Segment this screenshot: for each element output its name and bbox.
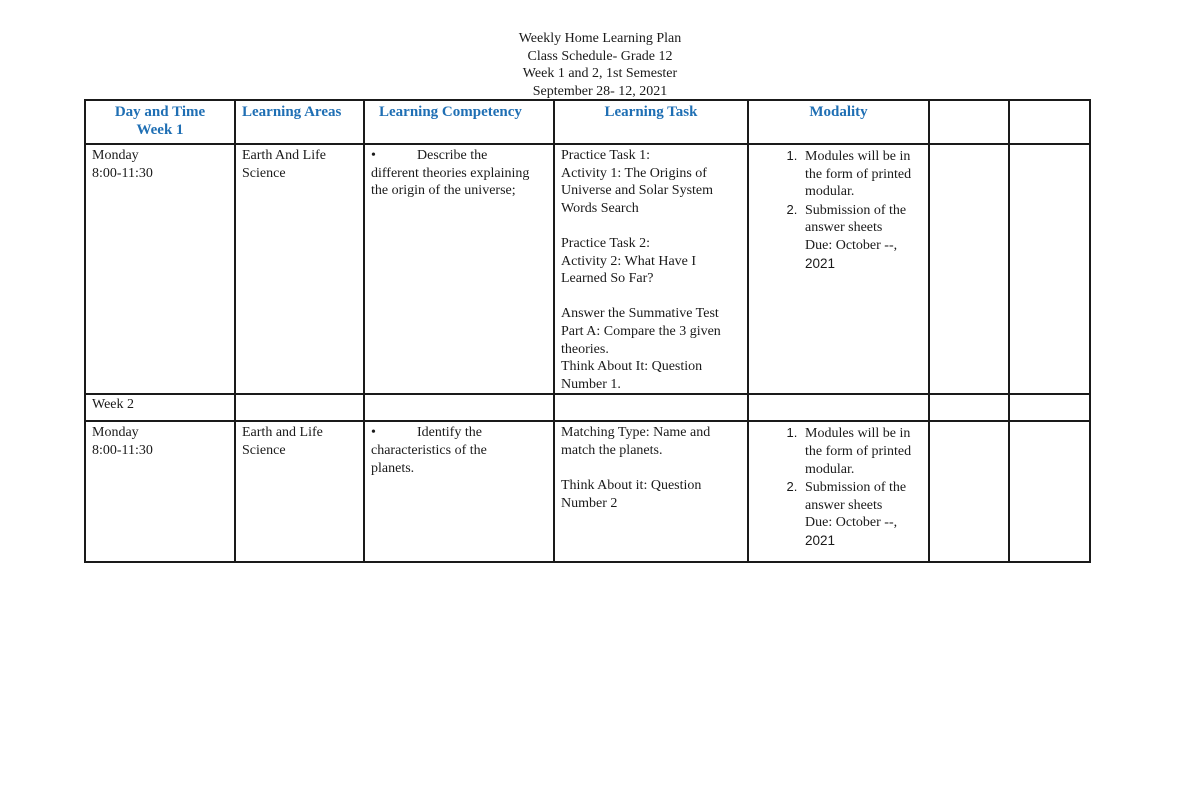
cell-extra-2 xyxy=(1009,421,1090,562)
task-line: Matching Type: Name and xyxy=(561,425,711,441)
modality-list xyxy=(755,147,922,237)
cell-learning-area xyxy=(235,421,364,562)
cell-extra-2 xyxy=(1009,144,1090,394)
col-day-time-line2: Week 1 xyxy=(136,122,184,138)
cell-week2-label: Week 2 xyxy=(85,394,235,421)
task-line: Part A: Compare the 3 given xyxy=(561,323,721,339)
cell-extra-1 xyxy=(929,144,1009,394)
week-semester: Week 1 and 2, 1st Semester xyxy=(522,66,678,81)
cell-learning-task xyxy=(554,421,748,562)
competency-line-1: Identify the xyxy=(417,425,482,441)
due-year: 2021 xyxy=(805,532,836,548)
col-learning-areas: Learning Areas xyxy=(235,100,364,144)
day-label: Monday xyxy=(92,425,139,441)
header-row xyxy=(85,100,1090,144)
bullet-icon: • xyxy=(371,148,376,163)
area-line-1: Earth and Life xyxy=(242,425,323,441)
competency-line-2: characteristics of the xyxy=(371,442,487,458)
task-line: Words Search xyxy=(561,200,639,216)
cell-empty xyxy=(929,394,1009,421)
cell-learning-competency xyxy=(364,144,554,394)
cell-modality xyxy=(748,421,929,562)
task-lines xyxy=(561,147,741,393)
competency-line-3: planets. xyxy=(371,460,415,476)
due-year: 2021 xyxy=(805,255,836,271)
cell-learning-area xyxy=(235,144,364,394)
modality-item-2: 2. Submission of the answer sheets xyxy=(801,201,922,237)
competency-line-2: different theories explaining xyxy=(371,165,530,181)
cell-empty xyxy=(364,394,554,421)
task-line: Practice Task 1: xyxy=(561,148,650,163)
cell-empty xyxy=(235,394,364,421)
cell-empty xyxy=(554,394,748,421)
cell-modality xyxy=(748,144,929,394)
table-row-week2-label xyxy=(85,394,1090,421)
task-blank-line xyxy=(561,288,741,306)
due-label: Due: October --, xyxy=(805,515,898,531)
area-line-2: Science xyxy=(242,165,286,181)
modality-item-1: 1. Modules will be in the form of printed modular. xyxy=(801,147,922,201)
task-line: Think About it: Question xyxy=(561,478,702,494)
day-label: Monday xyxy=(92,148,139,163)
task-line: Practice Task 2: xyxy=(561,235,650,251)
col-modality: Modality xyxy=(748,100,929,144)
cell-day-time xyxy=(85,421,235,562)
cell-day-time xyxy=(85,144,235,394)
table-row-week2-monday xyxy=(85,421,1090,562)
table-row-week1-monday xyxy=(85,144,1090,394)
competency-line-1: Describe the xyxy=(417,148,488,163)
task-lines xyxy=(561,424,741,512)
task-line: Learned So Far? xyxy=(561,271,654,287)
bullet-icon: • xyxy=(371,425,376,441)
learning-plan-table xyxy=(84,99,1091,563)
doc-title: Weekly Home Learning Plan xyxy=(518,31,682,46)
competency-first-line xyxy=(371,424,547,442)
due-line xyxy=(801,514,922,532)
task-line: theories. xyxy=(561,341,609,357)
cell-learning-task xyxy=(554,144,748,394)
competency-first-line xyxy=(371,147,547,165)
competency-line-3: the origin of the universe; xyxy=(371,183,516,199)
class-schedule: Class Schedule- Grade 12 xyxy=(527,48,673,64)
area-line-1: Earth And Life xyxy=(242,148,326,163)
date-range: September 28- 12, 2021 xyxy=(532,83,668,99)
col-extra-2 xyxy=(1009,100,1090,144)
task-blank-line xyxy=(561,217,741,235)
task-line: Number 2 xyxy=(561,495,618,511)
task-line: Universe and Solar System xyxy=(561,183,714,199)
modality-list xyxy=(755,424,922,514)
modality-item-2: 2. Submission of the answer sheets xyxy=(801,478,922,514)
cell-empty xyxy=(748,394,929,421)
task-line: Number 1. xyxy=(561,376,621,392)
due-label: Due: October --, xyxy=(805,237,898,253)
task-line: match the planets. xyxy=(561,442,663,458)
modality-item-1: 1. Modules will be in the form of printed modular. xyxy=(801,424,922,478)
col-day-time xyxy=(85,100,235,144)
cell-extra-1 xyxy=(929,421,1009,562)
time-label: 8:00-11:30 xyxy=(92,165,153,181)
time-label: 8:00-11:30 xyxy=(92,442,153,458)
area-line-2: Science xyxy=(242,442,286,458)
col-learning-task: Learning Task xyxy=(554,100,748,144)
task-line: Activity 1: The Origins of xyxy=(561,165,707,181)
cell-learning-competency xyxy=(364,421,554,562)
task-line: Think About It: Question xyxy=(561,359,703,375)
cell-empty xyxy=(1009,394,1090,421)
col-learning-competency: Learning Competency xyxy=(364,100,554,144)
col-extra-1 xyxy=(929,100,1009,144)
due-line xyxy=(801,237,922,255)
col-day-time-line1: Day and Time xyxy=(114,104,206,120)
task-line: Activity 2: What Have I xyxy=(561,253,697,269)
task-line: Answer the Summative Test xyxy=(561,306,719,322)
document-header xyxy=(0,30,1200,100)
task-blank-line xyxy=(561,460,741,478)
